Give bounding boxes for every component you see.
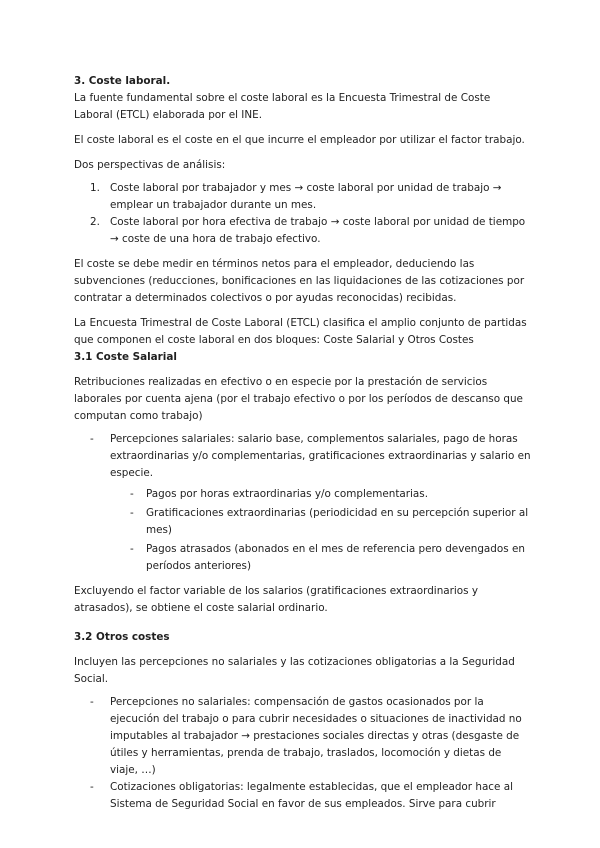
list-item-text: Percepciones no salariales: compensación de gastos ocasionados por la ejecución del trabajo o para cubrir necesidades o situaciones de inactividad no imputables al trabajador → prestaciones sociales directas y otras (desgaste de útiles y herramientas, prenda de trabajo, traslados, locomoción y dietas de viaje, …) bbox=[110, 696, 522, 776]
section-3-1-paragraph-2: Excluyendo el factor variable de los salarios (gratificaciones extraordinarios y atrasados), se obtiene el coste salarial ordinario. bbox=[74, 585, 479, 614]
section-3-2-heading: 3.2 Otros costes bbox=[74, 631, 170, 643]
list-item bbox=[74, 779, 532, 813]
list-marker: - bbox=[90, 433, 94, 445]
perspective-item bbox=[74, 180, 532, 214]
sublist-item-text: Pagos por horas extraordinarias y/o complementarias. bbox=[146, 488, 429, 500]
section-3-2-paragraph-1: Incluyen las percepciones no salariales y las cotizaciones obligatorias a la Seguridad Social. bbox=[74, 656, 515, 685]
section-3-heading: 3. Coste laboral. bbox=[74, 75, 171, 87]
sublist-item-text: Gratificaciones extraordinarias (periodicidad en su percepción superior al mes) bbox=[146, 507, 529, 536]
section-3-paragraph-1: La fuente fundamental sobre el coste laboral es la Encuesta Trimestral de Coste Laboral (ETCL) elaborada por el INE. bbox=[74, 92, 491, 121]
list-marker: - bbox=[90, 696, 94, 708]
list-marker: 1. bbox=[90, 182, 100, 194]
perspectives-list bbox=[74, 180, 532, 248]
section-3-paragraph-4: El coste se debe medir en términos netos para el empleador, deduciendo las subvenciones (reducciones, bonificaciones en las liquidaciones de las cotizaciones por contratar a determinados colectivos o por ayudas reconocidas) recibidas. bbox=[74, 258, 525, 304]
sublist-item bbox=[110, 541, 532, 575]
document-content bbox=[74, 73, 532, 813]
coste-salarial-list bbox=[74, 431, 532, 575]
section-3-1-heading: 3.1 Coste Salarial bbox=[74, 351, 177, 363]
list-marker: - bbox=[90, 781, 94, 793]
otros-costes-list bbox=[74, 694, 532, 813]
coste-salarial-sublist bbox=[110, 486, 532, 575]
list-marker: - bbox=[130, 543, 134, 555]
list-item bbox=[74, 694, 532, 779]
perspective-text: Coste laboral por hora efectiva de trabajo → coste laboral por unidad de tiempo → coste de una hora de trabajo efectivo. bbox=[110, 216, 526, 245]
list-item-text: Cotizaciones obligatorias: legalmente establecidas, que el empleador hace al Sistema de Seguridad Social en favor de sus empleados. Sirve para cubrir bbox=[110, 781, 513, 810]
sublist-item-text: Pagos atrasados (abonados en el mes de referencia pero devengados en períodos anteriores) bbox=[146, 543, 525, 572]
sublist-item bbox=[110, 505, 532, 539]
section-3-1-paragraph-1: Retribuciones realizadas en efectivo o en especie por la prestación de servicios laborales por cuenta ajena (por el trabajo efectivo o por los períodos de descanso que computan como trabajo) bbox=[74, 376, 523, 422]
section-3-paragraph-2: El coste laboral es el coste en el que incurre el empleador por utilizar el factor trabajo. bbox=[74, 134, 525, 146]
list-marker: 2. bbox=[90, 216, 100, 228]
list-marker: - bbox=[130, 488, 134, 500]
list-item-text: Percepciones salariales: salario base, complementos salariales, pago de horas extraordinarias y/o complementarias, gratificaciones extraordinarias y salario en especie. bbox=[110, 433, 531, 479]
list-marker: - bbox=[130, 507, 134, 519]
list-item bbox=[74, 431, 532, 575]
perspective-text: Coste laboral por trabajador y mes → coste laboral por unidad de trabajo → emplear un trabajador durante un mes. bbox=[110, 182, 502, 211]
section-3-paragraph-5: La Encuesta Trimestral de Coste Laboral (ETCL) clasifica el amplio conjunto de partidas que componen el coste laboral en dos bloques: Coste Salarial y Otros Costes bbox=[74, 317, 527, 346]
sublist-item bbox=[110, 486, 532, 503]
perspective-item bbox=[74, 214, 532, 248]
section-3-paragraph-3: Dos perspectivas de análisis: bbox=[74, 159, 226, 171]
